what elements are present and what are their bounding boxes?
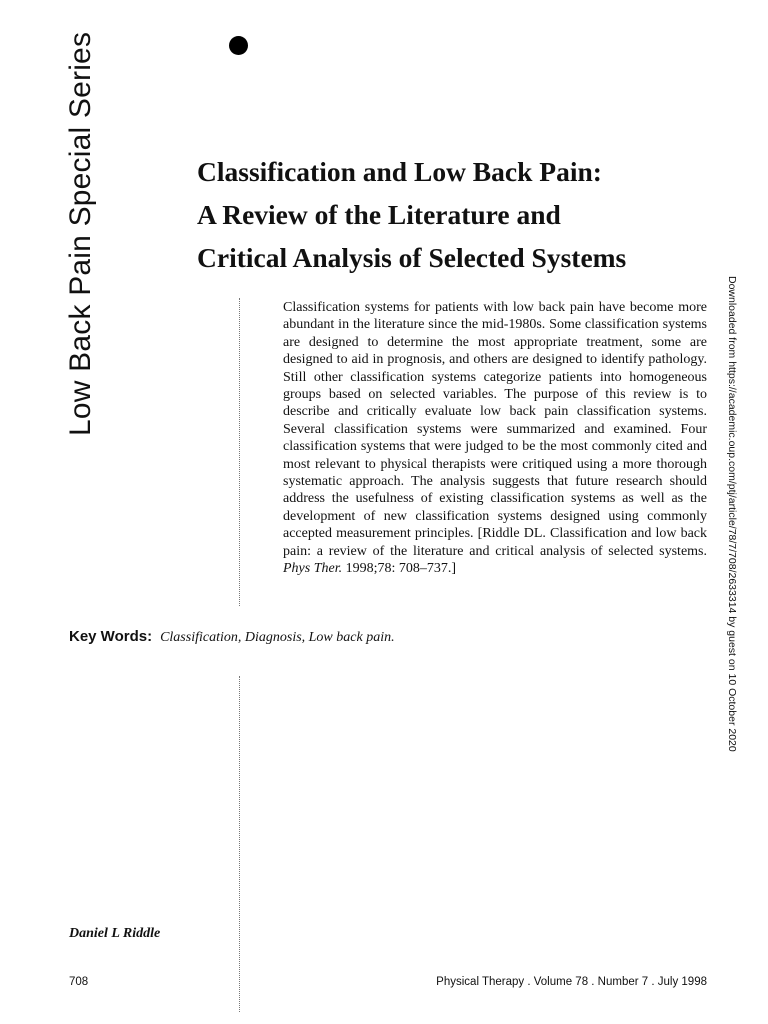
page-number: 708 [69, 976, 89, 988]
keywords [69, 628, 395, 646]
author-name: Daniel L Riddle [69, 926, 161, 941]
column-divider-bottom [239, 676, 240, 1012]
download-notice: Downloaded from https://academic.oup.com/ptj/article/78/7/708/2633314 by guest on 10 October 2020 [726, 276, 738, 752]
keywords-list: Classification, Diagnosis, Low back pain. [160, 630, 395, 645]
column-divider-top [239, 298, 240, 606]
abstract-citation-journal: Phys Ther. [283, 561, 343, 577]
abstract [283, 299, 707, 578]
abstract-body: Classification systems for patients with low back pain have become more abundant in the literature since the mid-1980s. Some classification systems are designed to determine the most appropriate treatment, some are designed to aid in prognosis, and others are designed to identify pathology. Still other classification systems categorize patients into homogeneous groups based on selected variables. The purpose of this review is to describe and critically evaluate low back pain classification systems. Several classification systems were summarized and examined. Four classification systems that were judged to be the most commonly cited and most relevant to physical therapists were critiqued using a more thorough systematic approach. The analysis suggests that future research should address the usefulness of existing classification systems as well as the development of new classification systems designed using commonly accepted measurement principles. [283, 300, 707, 542]
abstract-citation-suffix: 1998;78: 708–737.] [345, 561, 457, 577]
title-line-1: Classification and Low Back Pain: [197, 156, 602, 187]
bullet-mark [229, 36, 248, 55]
series-title: Low Back Pain Special Series [64, 31, 97, 436]
article-title [197, 150, 737, 279]
title-line-2: A Review of the Literature and [197, 199, 561, 230]
keywords-label: Key Words: [69, 628, 153, 645]
title-line-3: Critical Analysis of Selected Systems [197, 242, 627, 273]
journal-footer: Physical Therapy . Volume 78 . Number 7 . July 1998 [436, 976, 707, 988]
abstract-citation-prefix: [Riddle DL. Classification and low back pain: a review of the literature and critical analysis of selected systems. [283, 526, 707, 559]
